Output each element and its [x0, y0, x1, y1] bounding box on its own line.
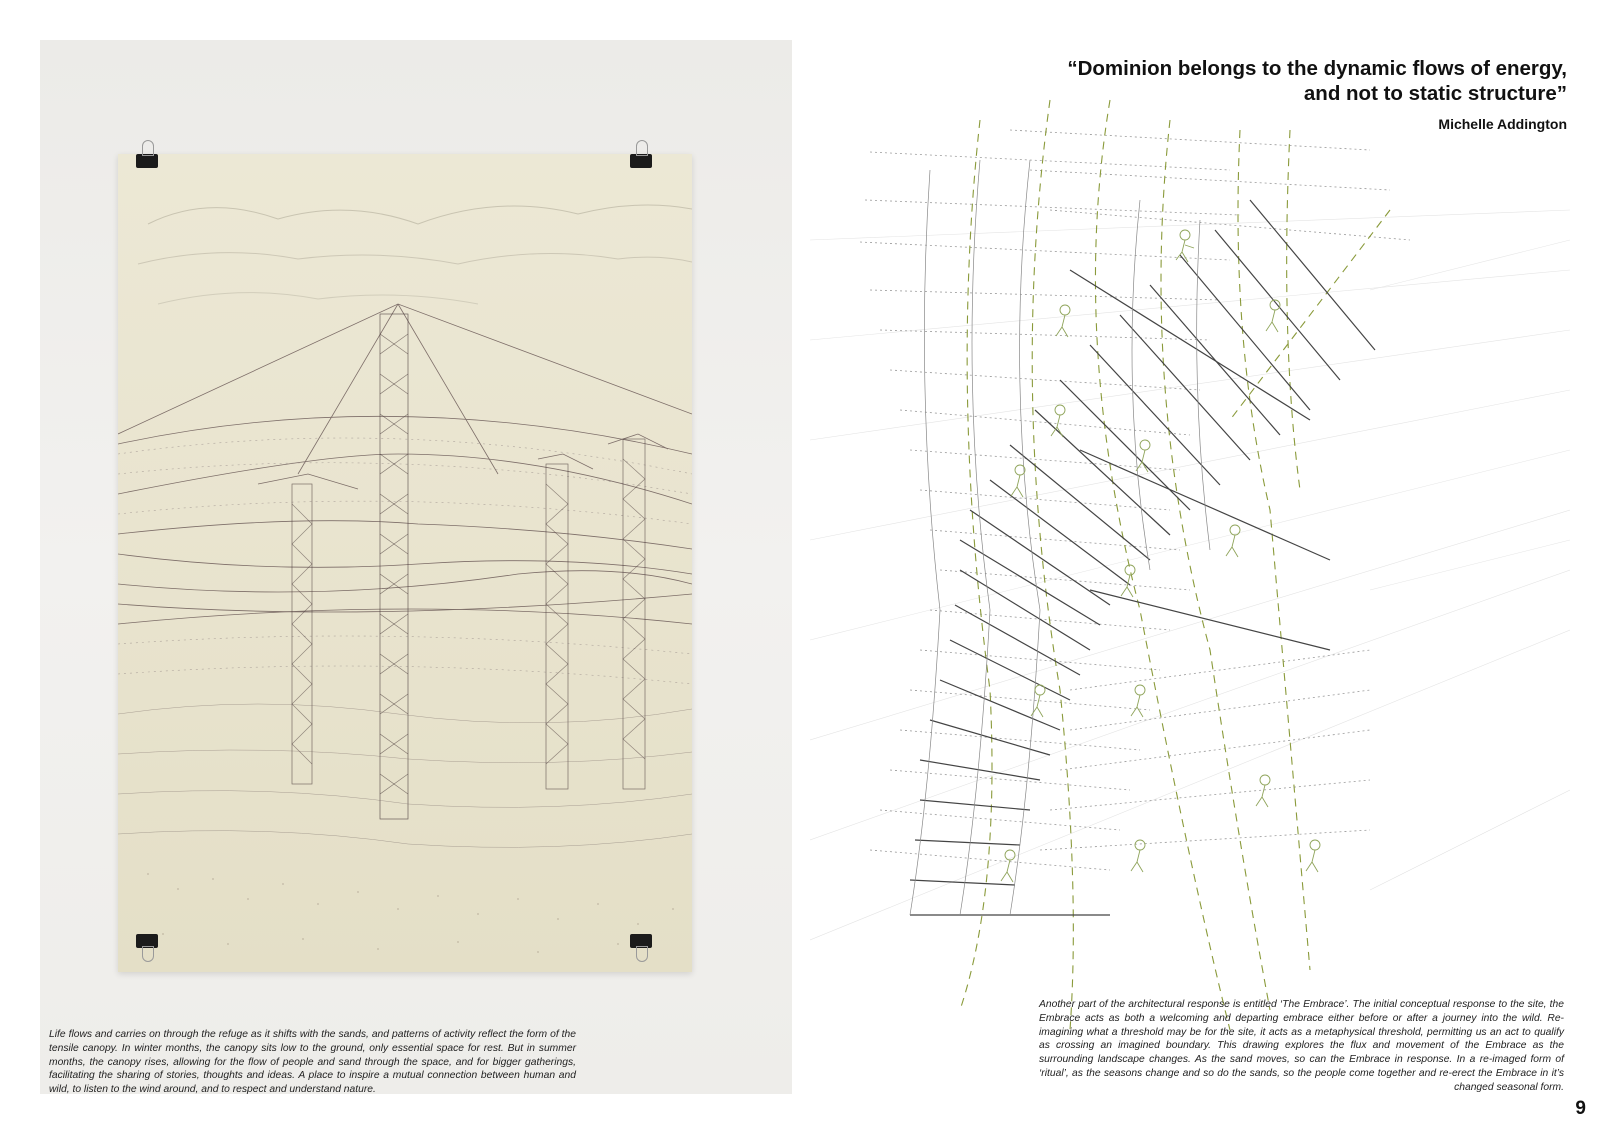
- quote-author: Michelle Addington: [1438, 116, 1567, 132]
- right-caption: Another part of the architectural response is entitled ‘The Embrace’. The initial conceptual response to the site, the Embrace acts as both a welcoming and departing embrace either before or after a journey into the wild. Re-imagining what a threshold may be for the site, it acts as a metaphysical threshold, permitting us an act to qualify as crossing an imagined boundary. This drawing explores the flux and movement of the Embrace as the surrounding landscape changes. As the sand moves, so can the Embrace in response. In a re-imaged form of ‘ritual’, as the seasons change and so do the sands, so the people come together and re-erect the Embrace in it’s changed seasonal form.: [1039, 999, 1564, 1093]
- left-caption: Life flows and carries on through the refuge as it shifts with the sands, and patterns of activity reflect the form of the tensile canopy. In winter months, the canopy sits low to the ground, only essential space for rest. But in summer months, the canopy rises, allowing for the flow of people and sand through the space, and for bigger gatherings, facilitating the sharing of stories, thoughts and ideas. A place to inspire a mutual connection between human and wild, to listen to the wind around, and to respect and understand nature.: [49, 1029, 576, 1096]
- binder-clip: [136, 154, 158, 168]
- hung-drawing-sheet: [118, 154, 692, 972]
- pull-quote: “Dominion belongs to the dynamic flows of energy, and not to static structure”: [1067, 57, 1567, 105]
- binder-clip: [136, 934, 158, 948]
- embrace-drawing: [810, 90, 1570, 1040]
- page-number: 9: [1575, 1098, 1586, 1119]
- exhibition-photo: [40, 40, 792, 1094]
- tensile-canopy-drawing: [118, 154, 692, 972]
- binder-clip: [630, 934, 652, 948]
- binder-clip: [630, 154, 652, 168]
